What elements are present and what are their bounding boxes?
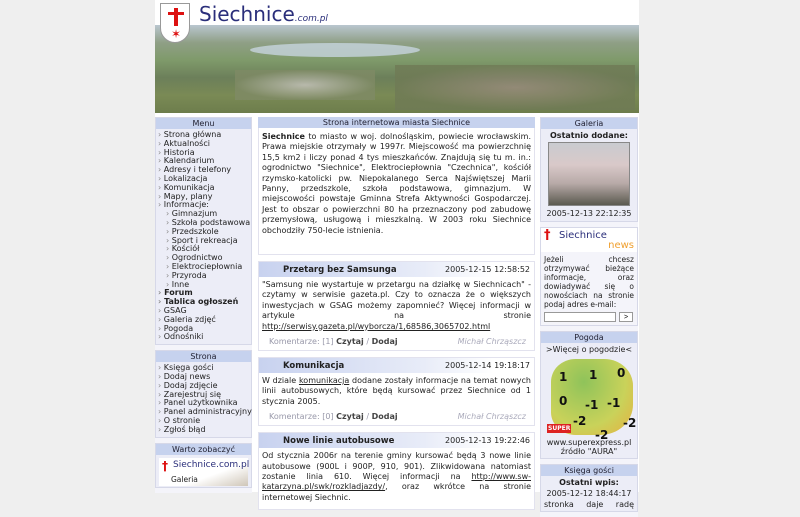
news-text: Od stycznia 2006r na terenie gminy kursować będą 3 nowe linie autobusowe (900L i 900P, 910, 901). Zlikwidowana natomiast zostanie linia 610. Więcej informacji na	[262, 451, 531, 482]
newsletter-news: news	[608, 240, 634, 251]
news-date: 2005-12-15 12:58:52	[445, 265, 530, 274]
submenu-item[interactable]: › Kościół	[158, 245, 251, 254]
news-footer: Komentarze: [0] Czytaj / Dodaj Michał Chrząszcz	[269, 412, 526, 422]
news-body	[259, 448, 534, 506]
temperature-label: -1	[607, 396, 621, 410]
add-comment-link[interactable]: Dodaj	[371, 337, 398, 347]
strona-list	[156, 362, 251, 436]
crest-icon: †	[544, 228, 551, 243]
submenu-item[interactable]: › Ogrodnictwo	[158, 254, 251, 263]
news-item	[258, 432, 535, 510]
newsletter-box	[540, 227, 638, 326]
menu-item[interactable]: › GSAG	[158, 307, 251, 316]
gallery-title: Galeria	[541, 118, 637, 129]
guestbook-subtitle: Ostatni wpis:	[559, 478, 619, 487]
news-link[interactable]: http://serwisy.gazeta.pl/wyborcza/1,68586,3065702.html	[262, 321, 491, 331]
news-footer: Komentarze: [1] Czytaj / Dodaj Michał Chrząszcz	[269, 337, 526, 347]
news-header	[259, 358, 534, 373]
gallery-date: 2005-12-13 22:12:35	[546, 209, 632, 218]
menu-item[interactable]: › Forum	[158, 289, 251, 298]
gallery-banner[interactable]	[159, 458, 248, 486]
weather-map[interactable]	[545, 356, 637, 442]
crest-icon: ✶	[160, 3, 190, 43]
strona-item[interactable]: › Zarejestruj się	[158, 391, 251, 400]
strona-item[interactable]: › Dodaj news	[158, 373, 251, 382]
strona-item[interactable]: › Dodaj zdjęcie	[158, 382, 251, 391]
news-link[interactable]: http://www.sw-katarzyna.pl/swk/rozkladjazdy/	[262, 472, 531, 492]
weather-source-aura: źródło "AURA"	[560, 447, 618, 456]
guestbook-title: Księga gości	[541, 465, 637, 476]
news-text2: dodane zostały informacje na temat nowych linii autobusowych, które będą kursować przez Siechnice od 1 stycznia 2005.	[262, 376, 531, 406]
news-text: W dziale	[262, 376, 299, 386]
page	[155, 0, 639, 509]
news-item	[258, 261, 535, 351]
news-author: Michał Chrząszcz	[457, 412, 526, 422]
site-logo[interactable]	[199, 2, 328, 26]
menu-item[interactable]: › Strona główna	[158, 131, 251, 140]
news-header	[259, 433, 534, 448]
guestbook-box	[540, 464, 638, 512]
news-item	[258, 357, 535, 426]
submenu-item[interactable]: › Sport i rekreacja	[158, 237, 251, 246]
menu-item[interactable]: › Pogoda	[158, 325, 251, 334]
intro-bold: Siechnice	[262, 132, 305, 141]
gallery-subtitle: Ostatnio dodane:	[550, 131, 628, 140]
email-input[interactable]	[544, 312, 616, 322]
gallery-box	[540, 117, 638, 222]
main-title: Strona internetowa miasta Siechnice	[258, 117, 535, 128]
submenu-item[interactable]: › Przedszkole	[158, 228, 251, 237]
superexpress-logo: SUPER	[548, 425, 571, 432]
banner-label: Galeria	[171, 474, 198, 484]
submenu-item[interactable]: › Inne	[158, 281, 251, 290]
news-date: 2005-12-14 19:18:17	[445, 361, 530, 371]
weather-source: www.superexpress.pl	[546, 438, 632, 447]
comments-count: Komentarze: [0]	[269, 412, 334, 422]
menu-item[interactable]: › Adresy i telefony	[158, 166, 251, 175]
intro-text	[258, 128, 535, 255]
crest-icon: †	[162, 458, 168, 473]
menu-item[interactable]: › Komunikacja	[158, 184, 251, 193]
submit-button[interactable]: >	[619, 312, 633, 322]
main-content	[258, 117, 535, 510]
site-domain: .com.pl	[294, 14, 328, 24]
menu-item[interactable]: › Mapy, plany	[158, 193, 251, 202]
warto-title: Warto zobaczyć	[156, 444, 251, 455]
strona-item[interactable]: › O stronie	[158, 417, 251, 426]
right-sidebar	[540, 117, 638, 517]
strona-title: Strona	[156, 351, 251, 362]
temperature-label: 1	[559, 370, 568, 384]
temperature-label: -2	[595, 428, 609, 442]
newsletter-text: Jeżeli chcesz otrzymywać bieżące informacje, oraz dowiadywać się o nowościach na stronie podaj adres e-mail:	[544, 255, 634, 309]
temperature-label: -2	[623, 416, 637, 430]
menu-item[interactable]: › Historia	[158, 149, 251, 158]
read-link[interactable]: Czytaj	[336, 412, 364, 422]
menu-item[interactable]: › Kalendarium	[158, 157, 251, 166]
submenu-item[interactable]: › Elektrociepłownia	[158, 263, 251, 272]
strona-box	[155, 350, 252, 437]
submenu-item[interactable]: › Gimnazjum	[158, 210, 251, 219]
menu-item[interactable]: › Galeria zdjęć	[158, 316, 251, 325]
menu-item[interactable]: › Odnośniki	[158, 333, 251, 342]
temperature-label: 0	[617, 366, 626, 380]
site-name: Siechnice	[199, 2, 295, 26]
guestbook-date: 2005-12-12 18:44:17	[546, 489, 632, 498]
menu-box	[155, 117, 252, 345]
news-author: Michał Chrząszcz	[457, 337, 526, 347]
temperature-label: 0	[559, 394, 568, 408]
menu-list	[156, 129, 251, 344]
read-link[interactable]: Czytaj	[336, 337, 364, 347]
weather-link[interactable]: >Więcej o pogodzie<	[545, 345, 633, 354]
submenu-item[interactable]: › Przyroda	[158, 272, 251, 281]
add-comment-link[interactable]: Dodaj	[371, 412, 398, 422]
news-title[interactable]: Nowe linie autobusowe	[283, 436, 395, 447]
news-text: "Samsung nie wystartuje w przetargu na działkę w Siechnicach" - czytamy w serwisie gazeta.pl. Czy to oznacza że o większych inwestycjach w GSAG możemy zapomnieć? Więcej informacji w artykule na stronie	[262, 280, 531, 321]
news-body	[259, 373, 534, 410]
news-date: 2005-12-13 19:22:46	[445, 436, 530, 446]
menu-item[interactable]: › Tablica ogłoszeń	[158, 298, 251, 307]
temperature-label: 1	[589, 368, 598, 382]
submenu-item[interactable]: › Szkoła podstawowa	[158, 219, 251, 228]
strona-item[interactable]: › Panel administracyjny	[158, 408, 251, 417]
weather-box	[540, 331, 638, 459]
comments-count: Komentarze: [1]	[269, 337, 334, 347]
weather-title: Pogoda	[541, 332, 637, 343]
news-title[interactable]: Przetarg bez Samsunga	[283, 265, 397, 275]
intro-body: to miasto w woj. dolnośląskim, powiecie wrocławskim. Prawa miejskie otrzymały w 1997r. Miejscowość ma powierzchnię 15,5 km2 i liczy ponad 4 tys mieszkańców. Znajdują się tu m. in.: ogrodnictwo "Siechnice", Elektrociepłownia "Czechnica", kościół rzymsko-katolicki pw. Niepokalanego Serca Najświętszej Marii Panny, przedszkole, szkoła podstawowa, gimnazjum. W miejscowości powstaje Gminna Strefa Aktywności Gospodarczej. Jest to obszar o powierzchni 80 ha przeznaczony pod zabudowę przemysłową, usługową i mieszkalną. W 2003 roku Siechnice obchodziły 750-lecie istnienia.	[262, 132, 531, 235]
strona-item[interactable]: › Księga gości	[158, 364, 251, 373]
menu-title: Menu	[156, 118, 251, 129]
guestbook-text: stronka daje radę	[544, 500, 634, 509]
temperature-label: -2	[573, 414, 587, 428]
strona-item[interactable]: › Zgłoś błąd	[158, 426, 251, 435]
header-photo	[155, 25, 639, 113]
header	[155, 0, 639, 113]
news-header	[259, 262, 534, 277]
news-text2: , oraz wkrótce na stronie internetowej Siechnic.	[262, 482, 531, 502]
news-link[interactable]: komunikacja	[298, 376, 350, 386]
banner-logo: Siechnice.com.pl	[173, 459, 250, 470]
strona-item[interactable]: › Panel użytkownika	[158, 399, 251, 408]
menu-item[interactable]: › Informacje:	[158, 201, 251, 210]
menu-item[interactable]: › Aktualności	[158, 140, 251, 149]
gallery-thumbnail[interactable]	[548, 142, 630, 206]
menu-item[interactable]: › Lokalizacja	[158, 175, 251, 184]
news-body	[259, 277, 534, 335]
left-sidebar	[155, 117, 252, 493]
warto-box	[155, 443, 252, 488]
temperature-label: -1	[585, 398, 599, 412]
news-title[interactable]: Komunikacja	[283, 361, 345, 372]
newsletter-logo: Siechnice	[559, 230, 607, 241]
news-list	[258, 261, 535, 510]
